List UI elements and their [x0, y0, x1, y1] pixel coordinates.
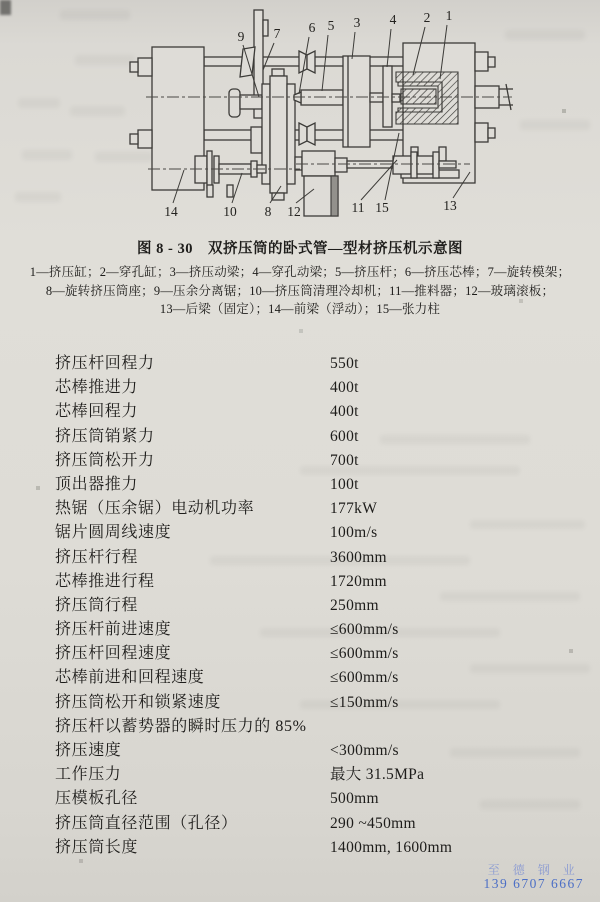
spec-label: 挤压速度	[55, 742, 122, 759]
callout-3: 3	[353, 15, 361, 30]
spec-label: 挤压筒销紧力	[55, 427, 155, 445]
spec-value: <300mm/s	[330, 742, 399, 759]
spec-value: 290 ~450mm	[330, 814, 416, 832]
figure-title: 图 8 - 30 双挤压筒的卧式管—型材挤压机示意图	[137, 241, 463, 257]
spec-label: 锯片圆周线速度	[55, 524, 172, 542]
extrusion-stem	[294, 90, 343, 105]
callout-8: 8	[264, 204, 272, 219]
spec-value: 177kW	[330, 500, 378, 518]
spec-label: 芯棒推进行程	[55, 572, 155, 590]
spec-label: 挤压筒松开和锁紧速度	[55, 693, 222, 711]
spec-row	[55, 374, 575, 398]
callout-10: 10	[223, 204, 237, 219]
figure-legend-line: 1—挤压缸；2—穿孔缸；3—挤压动梁；4—穿孔动梁；5—挤压杆；6—挤压芯棒；7—旋转模架；	[29, 265, 571, 279]
spec-row	[55, 471, 575, 495]
spec-label: 芯棒前进和回程速度	[55, 669, 205, 687]
spec-row	[55, 350, 575, 374]
spec-label: 挤压筒长度	[55, 838, 139, 856]
spec-label: 芯棒推进力	[55, 379, 139, 397]
spec-row	[55, 447, 575, 471]
spec-row	[55, 519, 575, 543]
pusher	[347, 152, 456, 178]
watermark-company: 至 德 钢 业	[487, 863, 580, 877]
spec-label: 压模板孔径	[55, 790, 139, 808]
callout-14: 14	[164, 204, 178, 219]
callout-11: 11	[351, 200, 365, 215]
spec-label: 挤压杆行程	[55, 548, 139, 566]
spec-label: 顶出器推力	[55, 475, 139, 493]
spec-value: 400t	[330, 403, 359, 421]
callout-2: 2	[423, 10, 431, 25]
figure-caption	[0, 237, 600, 319]
spec-label: 挤压杆前进速度	[55, 621, 172, 639]
callout-5: 5	[327, 18, 335, 33]
spec-label: 挤压杆回程力	[55, 355, 155, 372]
spec-value: 100m/s	[330, 524, 378, 542]
spec-row	[55, 544, 575, 568]
spec-value: ≤600mm/s	[330, 645, 399, 663]
spec-value: 700t	[330, 451, 359, 469]
figure-legend-line: 13—后梁（固定）；14—前梁（浮动）；15—张力柱	[159, 302, 441, 316]
container-cleaner-head	[229, 89, 262, 153]
spec-value: ≤150mm/s	[330, 693, 399, 711]
spec-label: 热锯（压余锯）电动机功率	[55, 500, 255, 518]
spec-label: 挤压杆回程速度	[55, 645, 172, 663]
watermark-phone: 139 6707 6667	[483, 876, 584, 891]
spec-row	[55, 568, 575, 592]
callout-12: 12	[287, 204, 301, 219]
extrusion-moving-beam	[343, 56, 370, 147]
spec-value: 400t	[330, 379, 359, 397]
spec-value: 500mm	[330, 790, 379, 808]
callout-6: 6	[308, 20, 316, 35]
spec-label: 工作压力	[55, 766, 122, 784]
callout-7: 7	[273, 26, 281, 41]
extrusion-press-diagram	[0, 0, 600, 236]
watermark	[484, 863, 585, 891]
spec-row	[55, 423, 575, 447]
glass-roll-box	[295, 151, 347, 216]
spec-value: ≤600mm/s	[330, 621, 399, 639]
spec-value: 600t	[330, 427, 359, 445]
callout-15: 15	[375, 200, 389, 215]
spec-row	[55, 495, 575, 519]
spec-value: ≤600mm/s	[330, 669, 399, 687]
spec-label: 挤压杆以蓄势器的瞬时压力的 85%	[55, 717, 307, 735]
spec-row	[55, 592, 575, 616]
discard-saw	[240, 47, 255, 77]
rotating-container-holder	[262, 69, 295, 200]
callout-9: 9	[237, 29, 245, 44]
spec-label: 挤压筒松开力	[55, 451, 155, 469]
spec-row	[55, 616, 575, 640]
spec-row	[55, 737, 575, 761]
spec-label: 挤压筒直径范围（孔径）	[55, 814, 238, 832]
spec-value: 100t	[330, 475, 359, 493]
spec-value: 最大 31.5MPa	[330, 766, 425, 784]
spec-value: 250mm	[330, 596, 379, 614]
spec-value: 1400mm, 1600mm	[330, 838, 453, 856]
spec-row	[55, 689, 575, 713]
spec-label: 挤压筒行程	[55, 596, 139, 614]
spec-value: 550t	[330, 355, 359, 372]
spec-row	[55, 640, 575, 664]
spec-value: 3600mm	[330, 548, 387, 566]
spec-row	[55, 834, 575, 858]
callout-4: 4	[389, 12, 397, 27]
spec-row	[55, 761, 575, 785]
spec-row	[55, 664, 575, 688]
spec-row	[55, 810, 575, 834]
callout-13: 13	[443, 198, 457, 213]
spec-row	[55, 398, 575, 422]
spec-value: 1720mm	[330, 572, 387, 590]
spec-row	[55, 785, 575, 809]
cleaning-cylinder	[195, 151, 266, 197]
callout-1: 1	[445, 8, 453, 23]
spec-row	[55, 713, 575, 737]
spec-list	[55, 350, 575, 858]
figure-legend-line: 8—旋转挤压筒座；9—压余分离锯；10—挤压筒清理冷却机；11—推料器；12—玻璃滚板；	[45, 283, 555, 298]
spec-label: 芯棒回程力	[55, 403, 139, 421]
container-and-liner	[396, 72, 458, 124]
